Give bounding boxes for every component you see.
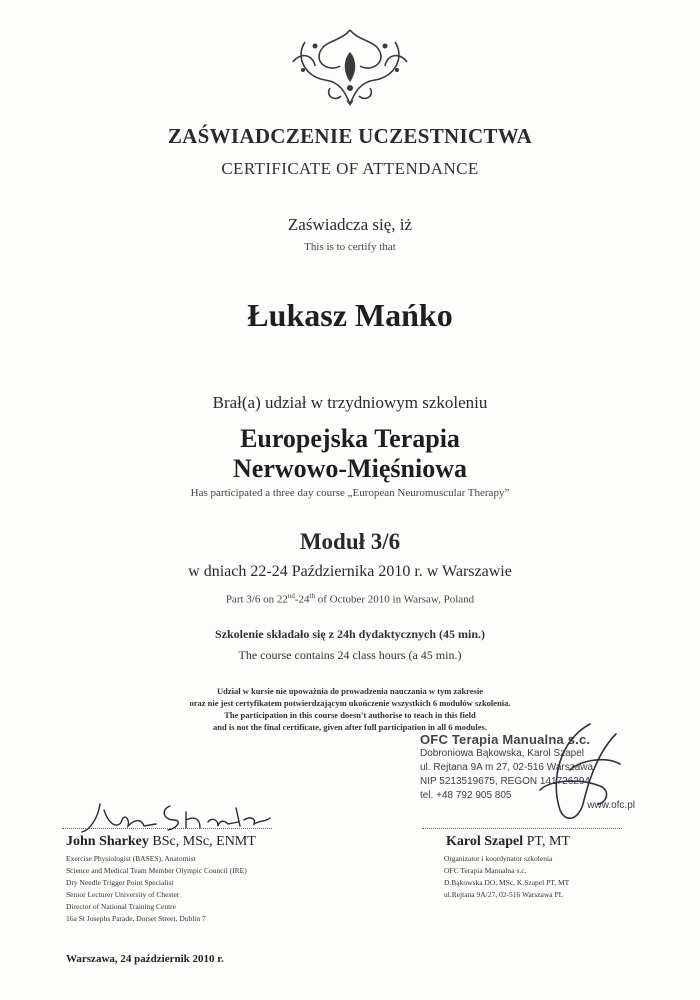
dates-english: Part 3/6 on 22nd-24th of October 2010 in Warsaw, Poland: [225, 592, 475, 606]
detail-line: Organizator i koordynator szkolenia: [444, 854, 553, 863]
disclaimer-line: and is not the final certificate, given after full participation in all 6 modules.: [213, 722, 487, 732]
course-title-line1: Europejska Terapia: [240, 424, 460, 453]
stamp-line: ul. Rejtana 9A m 27, 02-516 Warszawa: [420, 762, 594, 773]
detail-line: Science and Medical Team Member Olympic Council (IRE): [66, 866, 247, 875]
course-english: Has participated a three day course „European Neuromuscular Therapy”: [190, 487, 510, 499]
detail-line: Exercise Physiologist (BASES), Anatomist: [66, 854, 196, 863]
participant-name: Łukasz Mańko: [247, 297, 453, 333]
stamp-line: Dobroniowa Bąkowska, Karol Szapel: [420, 748, 584, 759]
detail-line: 16a St Josephs Parade, Dorset Street, Dublin 7: [66, 914, 206, 923]
course-title: [0, 424, 700, 484]
title-english: CERTIFICATE OF ATTENDANCE: [221, 159, 479, 178]
disclaimer-line: oraz nie jest certyfikatem potwierdzającym ukończenie wszystkich 6 modułów szkolenia.: [189, 698, 511, 708]
detail-line: Dry Needle Trigger Point Specialist: [66, 878, 174, 887]
stamp-line: tel. +48 792 905 805: [420, 790, 512, 801]
dates-polish: w dniach 22-24 Października 2010 r. w Warszawie: [188, 563, 512, 580]
detail-line: Director of National Training Centre: [66, 902, 176, 911]
stamp-company: OFC Terapia Manualna s.c.: [420, 732, 591, 747]
hours-polish: Szkolenie składało się z 24h dydaktycznych (45 min.): [214, 627, 486, 641]
disclaimer-line: Udział w kursie nie upoważnia do prowadzenia nauczania w tym zakresie: [216, 686, 484, 696]
module-label: Moduł 3/6: [299, 529, 401, 554]
floral-ornament: [285, 22, 415, 110]
signature-line-left: [62, 828, 272, 829]
hours-english: The course contains 24 class hours (a 45 min.): [238, 648, 462, 662]
course-title-line2: Nerwowo-Mięśniowa: [233, 454, 467, 483]
signatory-right-details: [444, 853, 569, 901]
detail-line: ul.Rejtana 9A/27, 02-516 Warszawa PL: [444, 890, 564, 899]
certify-polish: Zaświadcza się, iż: [287, 215, 413, 234]
detail-line: D.Bąkowska DO, MSc, K.Szapel PT, MT: [444, 878, 570, 887]
detail-line: Senior Lecturer University of Chester: [66, 890, 180, 899]
stamp-url: www.ofc.pl: [587, 800, 635, 811]
signatory-right-name: Karol Szapel PT, MT: [446, 834, 570, 849]
signature-karol-szapel: [520, 720, 630, 830]
participated-polish: Brał(a) udział w trzydniowym szkoleniu: [212, 393, 488, 412]
title-polish: ZAŚWIADCZENIE UCZESTNICTWA: [167, 124, 533, 148]
signatory-left-details: [66, 853, 247, 925]
certify-english: This is to certify that: [304, 241, 396, 253]
detail-line: OFC Terapia Manualna s.c.: [444, 866, 527, 875]
signature-line-right: [422, 828, 622, 829]
signatory-left-name: John Sharkey BSc, MSc, ENMT: [66, 834, 256, 849]
place-and-date: Warszawa, 24 październik 2010 r.: [66, 953, 224, 965]
disclaimer-line: The participation in this course doesn't authorise to teach in this field: [224, 710, 476, 720]
stamp-line: NIP 5213519675, REGON 141726294: [420, 776, 590, 787]
